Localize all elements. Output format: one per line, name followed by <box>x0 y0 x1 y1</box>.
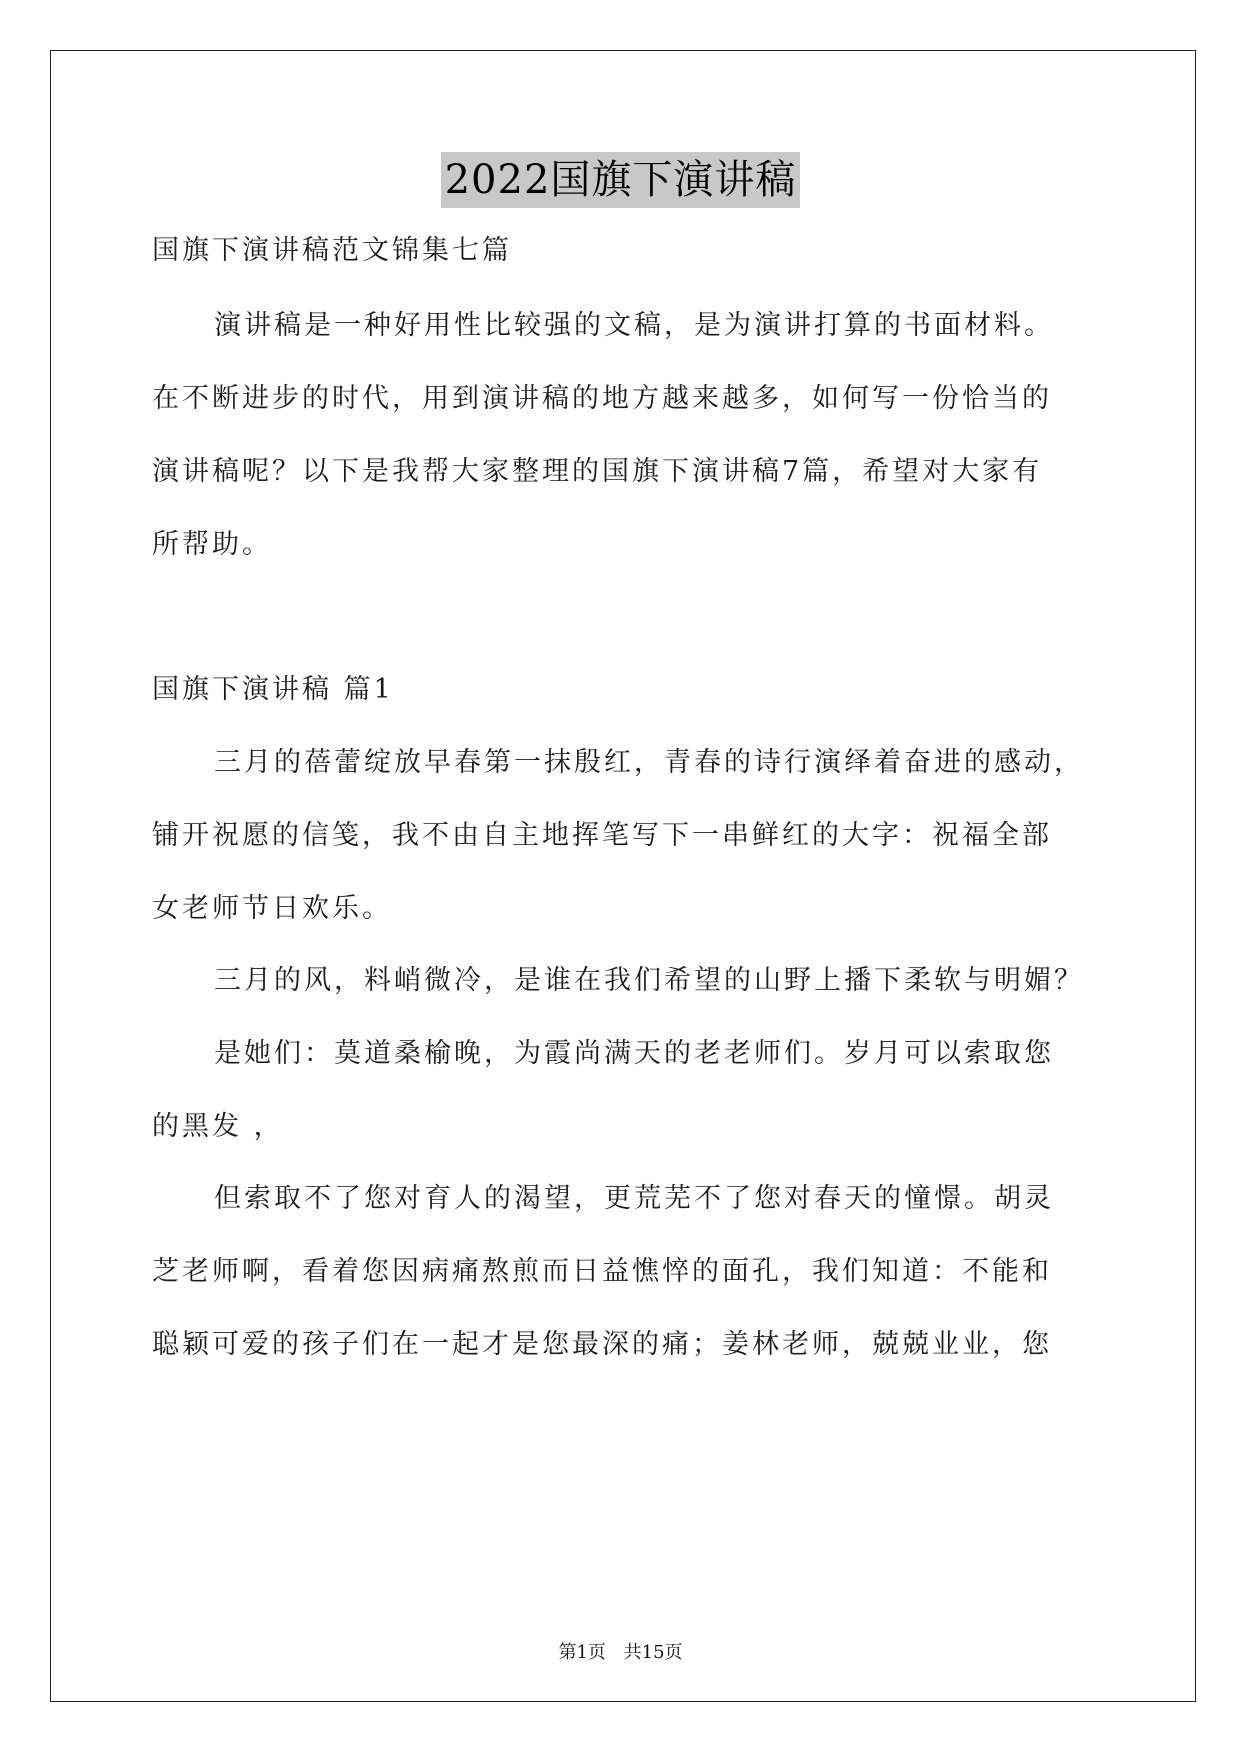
intro-line: 在不断进步的时代，用到演讲稿的地方越来越多，如何写一份恰当的 <box>152 383 1052 414</box>
intro-line: 所帮助。 <box>152 529 272 560</box>
page-number-current: 第1页 <box>558 1642 606 1663</box>
section-line: 聪颖可爱的孩子们在一起才是您最深的痛；姜林老师，兢兢业业，您 <box>152 1329 1052 1360</box>
intro-line: 演讲稿是一种好用性比较强的文稿，是为演讲打算的书面材料。 <box>214 310 1054 341</box>
title-container <box>0 152 1241 208</box>
section-line: 芝老师啊，看着您因病痛熬煎而日益憔悴的面孔，我们知道：不能和 <box>152 1256 1052 1287</box>
section-line: 三月的风，料峭微冷，是谁在我们希望的山野上播下柔软与明媚？ <box>214 965 1084 996</box>
page-number-total: 共15页 <box>623 1642 683 1663</box>
document-title: 2022国旗下演讲稿 <box>441 152 801 208</box>
section-line: 是她们：莫道桑榆晚，为霞尚满天的老老师们。岁月可以索取您 <box>214 1038 1054 1069</box>
section-line: 但索取不了您对育人的渴望，更荒芜不了您对春天的憧憬。胡灵 <box>214 1183 1054 1214</box>
section-line: 铺开祝愿的信笺，我不由自主地挥笔写下一串鲜红的大字：祝福全部 <box>152 820 1052 851</box>
section-line: 三月的蓓蕾绽放早春第一抹殷红，青春的诗行演绎着奋进的感动， <box>214 747 1084 778</box>
page-footer <box>0 1638 1241 1664</box>
section-line: 女老师节日欢乐。 <box>152 893 392 924</box>
page-border <box>50 50 1196 1702</box>
section-line: 的黑发 ， <box>152 1111 284 1142</box>
section-heading: 国旗下演讲稿 篇1 <box>152 674 394 705</box>
intro-line: 演讲稿呢？以下是我帮大家整理的国旗下演讲稿7篇，希望对大家有 <box>152 456 1043 487</box>
document-subtitle: 国旗下演讲稿范文锦集七篇 <box>152 235 512 266</box>
